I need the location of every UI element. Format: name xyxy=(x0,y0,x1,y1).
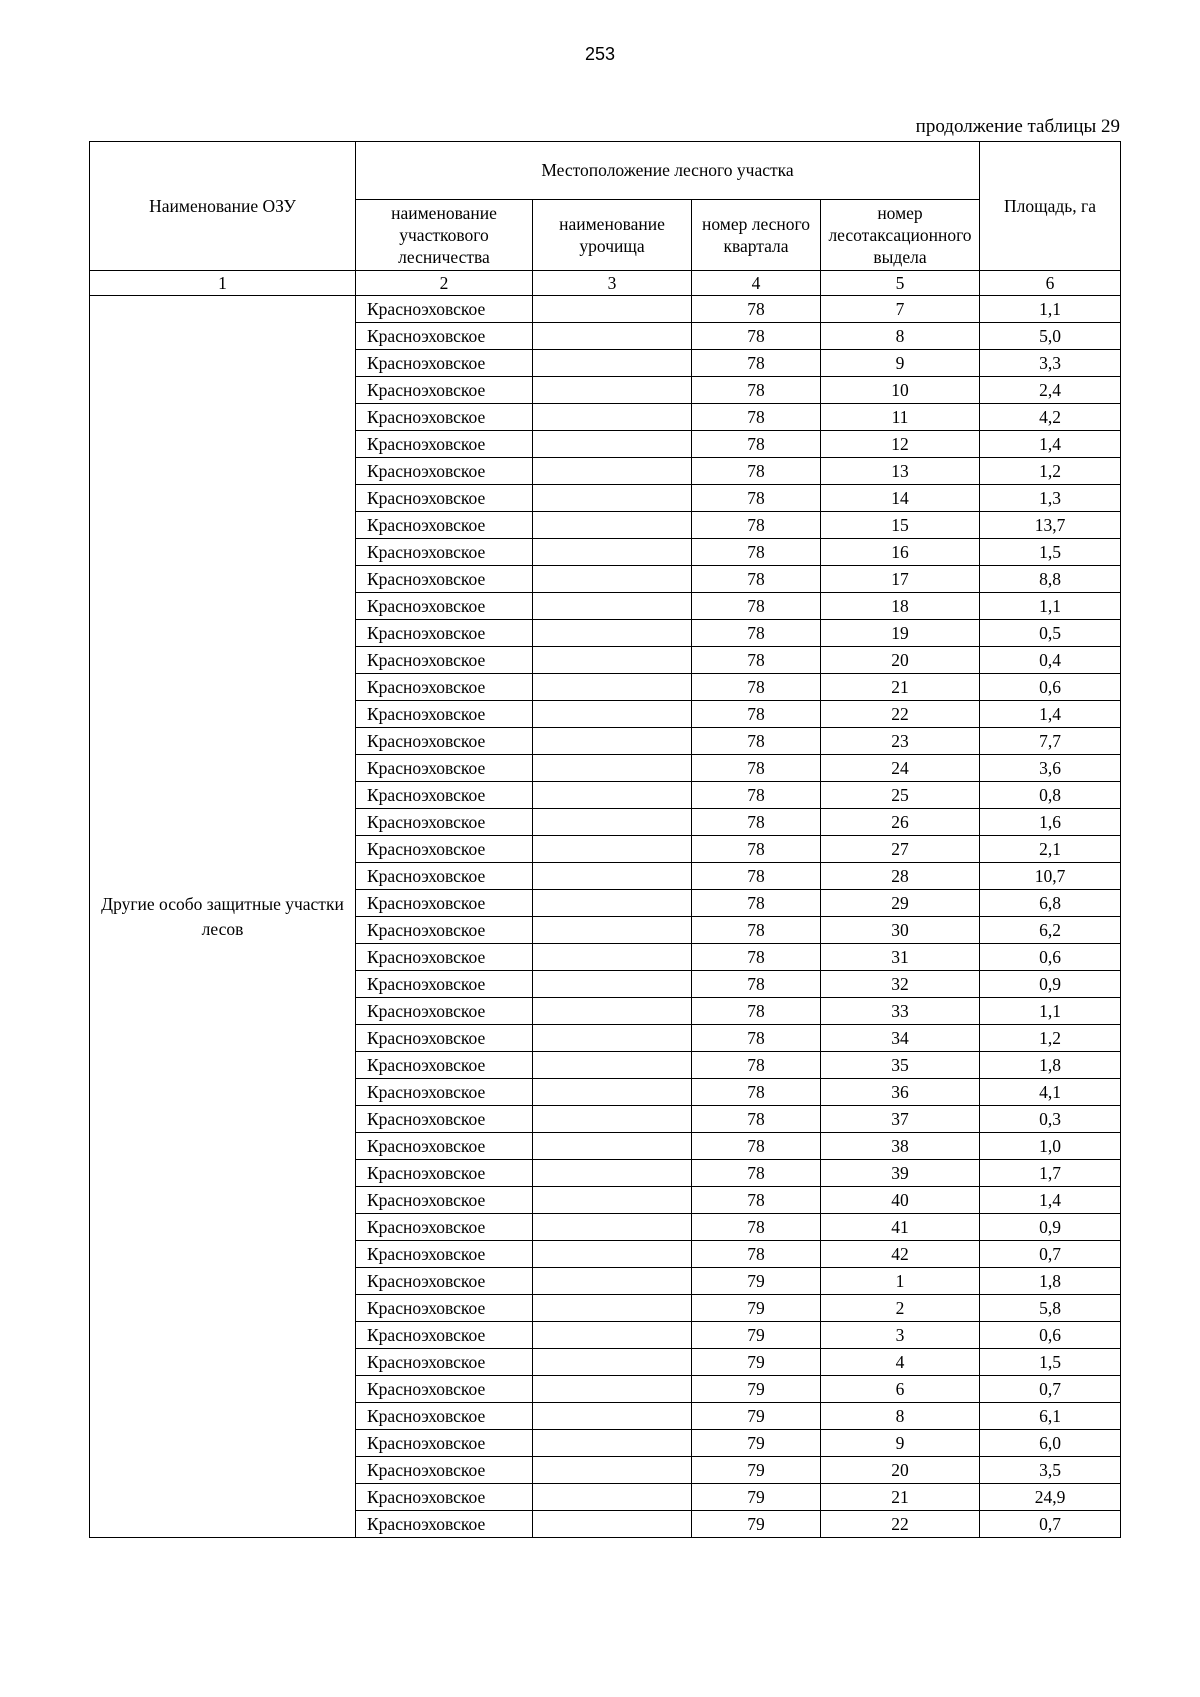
tract-cell xyxy=(533,485,692,512)
area-cell: 1,1 xyxy=(980,998,1121,1025)
header-location: Местоположение лесного участка xyxy=(356,142,980,200)
quarter-cell: 79 xyxy=(692,1268,821,1295)
tract-cell xyxy=(533,1511,692,1538)
tract-cell xyxy=(533,620,692,647)
tract-cell xyxy=(533,998,692,1025)
tract-cell xyxy=(533,971,692,998)
quarter-cell: 79 xyxy=(692,1484,821,1511)
tract-cell xyxy=(533,1349,692,1376)
quarter-cell: 78 xyxy=(692,620,821,647)
section-cell: 24 xyxy=(821,755,980,782)
quarter-cell: 78 xyxy=(692,431,821,458)
forestry-cell: Красноэховское xyxy=(356,1268,533,1295)
section-cell: 31 xyxy=(821,944,980,971)
tract-cell xyxy=(533,1322,692,1349)
section-cell: 42 xyxy=(821,1241,980,1268)
area-cell: 4,2 xyxy=(980,404,1121,431)
tract-cell xyxy=(533,863,692,890)
area-cell: 1,7 xyxy=(980,1160,1121,1187)
forestry-cell: Красноэховское xyxy=(356,1349,533,1376)
forestry-cell: Красноэховское xyxy=(356,863,533,890)
quarter-cell: 78 xyxy=(692,755,821,782)
forestry-cell: Красноэховское xyxy=(356,1376,533,1403)
area-cell: 6,1 xyxy=(980,1403,1121,1430)
tract-cell xyxy=(533,458,692,485)
tract-cell xyxy=(533,1106,692,1133)
section-cell: 27 xyxy=(821,836,980,863)
section-cell: 23 xyxy=(821,728,980,755)
area-cell: 1,2 xyxy=(980,1025,1121,1052)
forestry-cell: Красноэховское xyxy=(356,998,533,1025)
area-cell: 2,1 xyxy=(980,836,1121,863)
area-cell: 1,6 xyxy=(980,809,1121,836)
forestry-cell: Красноэховское xyxy=(356,1133,533,1160)
tract-cell xyxy=(533,1214,692,1241)
forestry-cell: Красноэховское xyxy=(356,377,533,404)
area-cell: 0,9 xyxy=(980,1214,1121,1241)
section-cell: 8 xyxy=(821,323,980,350)
header-area: Площадь, га xyxy=(980,142,1121,271)
tract-cell xyxy=(533,1457,692,1484)
area-cell: 1,5 xyxy=(980,1349,1121,1376)
tract-cell xyxy=(533,593,692,620)
forestry-cell: Красноэховское xyxy=(356,1214,533,1241)
section-cell: 9 xyxy=(821,350,980,377)
section-cell: 35 xyxy=(821,1052,980,1079)
section-cell: 19 xyxy=(821,620,980,647)
section-cell: 38 xyxy=(821,1133,980,1160)
forestry-cell: Красноэховское xyxy=(356,782,533,809)
section-cell: 14 xyxy=(821,485,980,512)
quarter-cell: 78 xyxy=(692,971,821,998)
forestry-cell: Красноэховское xyxy=(356,566,533,593)
tract-cell xyxy=(533,512,692,539)
column-number: 4 xyxy=(692,271,821,296)
tract-cell xyxy=(533,566,692,593)
quarter-cell: 78 xyxy=(692,1133,821,1160)
forest-plots-table xyxy=(89,141,1121,1538)
quarter-cell: 78 xyxy=(692,1106,821,1133)
quarter-cell: 78 xyxy=(692,863,821,890)
table-row xyxy=(90,296,1121,323)
tract-cell xyxy=(533,1187,692,1214)
tract-cell xyxy=(533,1376,692,1403)
tract-cell xyxy=(533,701,692,728)
forestry-cell: Красноэховское xyxy=(356,512,533,539)
quarter-cell: 78 xyxy=(692,323,821,350)
forestry-cell: Красноэховское xyxy=(356,296,533,323)
tract-cell xyxy=(533,917,692,944)
quarter-cell: 79 xyxy=(692,1295,821,1322)
tract-cell xyxy=(533,1241,692,1268)
area-cell: 0,7 xyxy=(980,1241,1121,1268)
area-cell: 24,9 xyxy=(980,1484,1121,1511)
area-cell: 0,3 xyxy=(980,1106,1121,1133)
tract-cell xyxy=(533,1295,692,1322)
area-cell: 5,8 xyxy=(980,1295,1121,1322)
quarter-cell: 79 xyxy=(692,1376,821,1403)
forestry-cell: Красноэховское xyxy=(356,674,533,701)
forestry-cell: Красноэховское xyxy=(356,1511,533,1538)
forestry-cell: Красноэховское xyxy=(356,1187,533,1214)
quarter-cell: 78 xyxy=(692,944,821,971)
tract-cell xyxy=(533,1268,692,1295)
tract-cell xyxy=(533,296,692,323)
quarter-cell: 78 xyxy=(692,836,821,863)
area-cell: 0,7 xyxy=(980,1376,1121,1403)
header-section: номер лесотаксационного выдела xyxy=(821,200,980,271)
forestry-cell: Красноэховское xyxy=(356,1106,533,1133)
section-cell: 25 xyxy=(821,782,980,809)
area-cell: 1,1 xyxy=(980,593,1121,620)
quarter-cell: 78 xyxy=(692,377,821,404)
quarter-cell: 78 xyxy=(692,728,821,755)
area-cell: 0,9 xyxy=(980,971,1121,998)
forestry-cell: Красноэховское xyxy=(356,1295,533,1322)
tract-cell xyxy=(533,836,692,863)
section-cell: 41 xyxy=(821,1214,980,1241)
forestry-cell: Красноэховское xyxy=(356,1484,533,1511)
quarter-cell: 79 xyxy=(692,1457,821,1484)
forestry-cell: Красноэховское xyxy=(356,971,533,998)
forestry-cell: Красноэховское xyxy=(356,1322,533,1349)
section-cell: 13 xyxy=(821,458,980,485)
tract-cell xyxy=(533,1079,692,1106)
area-cell: 0,6 xyxy=(980,674,1121,701)
forestry-cell: Красноэховское xyxy=(356,458,533,485)
section-cell: 18 xyxy=(821,593,980,620)
section-cell: 22 xyxy=(821,701,980,728)
quarter-cell: 78 xyxy=(692,647,821,674)
forestry-cell: Красноэховское xyxy=(356,1052,533,1079)
header-quarter: номер лесного квартала xyxy=(692,200,821,271)
forestry-cell: Красноэховское xyxy=(356,1079,533,1106)
forestry-cell: Красноэховское xyxy=(356,755,533,782)
column-number: 2 xyxy=(356,271,533,296)
area-cell: 3,6 xyxy=(980,755,1121,782)
forestry-cell: Красноэховское xyxy=(356,1457,533,1484)
area-cell: 0,4 xyxy=(980,647,1121,674)
forestry-cell: Красноэховское xyxy=(356,890,533,917)
forestry-cell: Красноэховское xyxy=(356,350,533,377)
quarter-cell: 78 xyxy=(692,1160,821,1187)
section-cell: 9 xyxy=(821,1430,980,1457)
forestry-cell: Красноэховское xyxy=(356,1403,533,1430)
quarter-cell: 78 xyxy=(692,485,821,512)
area-cell: 1,4 xyxy=(980,431,1121,458)
tract-cell xyxy=(533,944,692,971)
area-cell: 7,7 xyxy=(980,728,1121,755)
section-cell: 10 xyxy=(821,377,980,404)
header-forestry: наименование участкового лесничества xyxy=(356,200,533,271)
tract-cell xyxy=(533,1160,692,1187)
quarter-cell: 79 xyxy=(692,1403,821,1430)
section-cell: 32 xyxy=(821,971,980,998)
area-cell: 6,8 xyxy=(980,890,1121,917)
quarter-cell: 78 xyxy=(692,296,821,323)
tract-cell xyxy=(533,1430,692,1457)
area-cell: 13,7 xyxy=(980,512,1121,539)
quarter-cell: 78 xyxy=(692,890,821,917)
forestry-cell: Красноэховское xyxy=(356,728,533,755)
forestry-cell: Красноэховское xyxy=(356,1025,533,1052)
section-cell: 21 xyxy=(821,674,980,701)
forestry-cell: Красноэховское xyxy=(356,647,533,674)
quarter-cell: 79 xyxy=(692,1511,821,1538)
area-cell: 3,5 xyxy=(980,1457,1121,1484)
quarter-cell: 78 xyxy=(692,1025,821,1052)
tract-cell xyxy=(533,431,692,458)
tract-cell xyxy=(533,377,692,404)
quarter-cell: 78 xyxy=(692,1214,821,1241)
forestry-cell: Красноэховское xyxy=(356,404,533,431)
tract-cell xyxy=(533,728,692,755)
section-cell: 21 xyxy=(821,1484,980,1511)
area-cell: 1,8 xyxy=(980,1268,1121,1295)
column-number: 6 xyxy=(980,271,1121,296)
tract-cell xyxy=(533,809,692,836)
forestry-cell: Красноэховское xyxy=(356,539,533,566)
quarter-cell: 78 xyxy=(692,350,821,377)
quarter-cell: 78 xyxy=(692,539,821,566)
section-cell: 16 xyxy=(821,539,980,566)
tract-cell xyxy=(533,404,692,431)
header-tract: наименование урочища xyxy=(533,200,692,271)
area-cell: 2,4 xyxy=(980,377,1121,404)
tract-cell xyxy=(533,782,692,809)
section-cell: 40 xyxy=(821,1187,980,1214)
section-cell: 36 xyxy=(821,1079,980,1106)
forestry-cell: Красноэховское xyxy=(356,1160,533,1187)
area-cell: 10,7 xyxy=(980,863,1121,890)
tract-cell xyxy=(533,1025,692,1052)
section-cell: 8 xyxy=(821,1403,980,1430)
quarter-cell: 78 xyxy=(692,998,821,1025)
column-number: 3 xyxy=(533,271,692,296)
quarter-cell: 78 xyxy=(692,917,821,944)
section-cell: 2 xyxy=(821,1295,980,1322)
tract-cell xyxy=(533,1403,692,1430)
area-cell: 1,1 xyxy=(980,296,1121,323)
quarter-cell: 78 xyxy=(692,782,821,809)
section-cell: 4 xyxy=(821,1349,980,1376)
section-cell: 3 xyxy=(821,1322,980,1349)
tract-cell xyxy=(533,647,692,674)
section-cell: 22 xyxy=(821,1511,980,1538)
section-cell: 17 xyxy=(821,566,980,593)
quarter-cell: 78 xyxy=(692,1187,821,1214)
area-cell: 6,0 xyxy=(980,1430,1121,1457)
quarter-cell: 78 xyxy=(692,701,821,728)
section-cell: 26 xyxy=(821,809,980,836)
area-cell: 1,8 xyxy=(980,1052,1121,1079)
tract-cell xyxy=(533,1484,692,1511)
section-cell: 20 xyxy=(821,647,980,674)
forestry-cell: Красноэховское xyxy=(356,944,533,971)
area-cell: 0,7 xyxy=(980,1511,1121,1538)
area-cell: 0,8 xyxy=(980,782,1121,809)
quarter-cell: 78 xyxy=(692,1241,821,1268)
section-cell: 30 xyxy=(821,917,980,944)
area-cell: 5,0 xyxy=(980,323,1121,350)
section-cell: 29 xyxy=(821,890,980,917)
quarter-cell: 78 xyxy=(692,809,821,836)
area-cell: 1,4 xyxy=(980,1187,1121,1214)
quarter-cell: 78 xyxy=(692,674,821,701)
tract-cell xyxy=(533,890,692,917)
quarter-cell: 78 xyxy=(692,593,821,620)
quarter-cell: 78 xyxy=(692,512,821,539)
area-cell: 6,2 xyxy=(980,917,1121,944)
tract-cell xyxy=(533,1133,692,1160)
section-cell: 39 xyxy=(821,1160,980,1187)
header-ozu: Наименование ОЗУ xyxy=(90,142,356,271)
area-cell: 0,5 xyxy=(980,620,1121,647)
area-cell: 1,0 xyxy=(980,1133,1121,1160)
tract-cell xyxy=(533,323,692,350)
area-cell: 1,2 xyxy=(980,458,1121,485)
section-cell: 1 xyxy=(821,1268,980,1295)
tract-cell xyxy=(533,350,692,377)
tract-cell xyxy=(533,755,692,782)
quarter-cell: 79 xyxy=(692,1349,821,1376)
quarter-cell: 79 xyxy=(692,1430,821,1457)
tract-cell xyxy=(533,674,692,701)
forestry-cell: Красноэховское xyxy=(356,836,533,863)
section-cell: 20 xyxy=(821,1457,980,1484)
section-cell: 37 xyxy=(821,1106,980,1133)
forestry-cell: Красноэховское xyxy=(356,485,533,512)
area-cell: 1,4 xyxy=(980,701,1121,728)
quarter-cell: 78 xyxy=(692,458,821,485)
section-cell: 6 xyxy=(821,1376,980,1403)
forestry-cell: Красноэховское xyxy=(356,809,533,836)
section-cell: 7 xyxy=(821,296,980,323)
area-cell: 8,8 xyxy=(980,566,1121,593)
forestry-cell: Красноэховское xyxy=(356,1430,533,1457)
quarter-cell: 78 xyxy=(692,1079,821,1106)
table-continuation-label: продолжение таблицы 29 xyxy=(915,116,1120,137)
ozu-name-cell: Другие особо защитные участки лесов xyxy=(90,296,356,1538)
forestry-cell: Красноэховское xyxy=(356,1241,533,1268)
forestry-cell: Красноэховское xyxy=(356,917,533,944)
quarter-cell: 78 xyxy=(692,1052,821,1079)
section-cell: 33 xyxy=(821,998,980,1025)
quarter-cell: 78 xyxy=(692,404,821,431)
section-cell: 34 xyxy=(821,1025,980,1052)
forestry-cell: Красноэховское xyxy=(356,431,533,458)
area-cell: 1,5 xyxy=(980,539,1121,566)
section-cell: 15 xyxy=(821,512,980,539)
forestry-cell: Красноэховское xyxy=(356,701,533,728)
area-cell: 0,6 xyxy=(980,944,1121,971)
table-body xyxy=(90,296,1121,1538)
forestry-cell: Красноэховское xyxy=(356,620,533,647)
forestry-cell: Красноэховское xyxy=(356,593,533,620)
area-cell: 1,3 xyxy=(980,485,1121,512)
forestry-cell: Красноэховское xyxy=(356,323,533,350)
page-number: 253 xyxy=(584,44,616,64)
tract-cell xyxy=(533,1052,692,1079)
column-number: 5 xyxy=(821,271,980,296)
area-cell: 3,3 xyxy=(980,350,1121,377)
column-number: 1 xyxy=(90,271,356,296)
area-cell: 4,1 xyxy=(980,1079,1121,1106)
section-cell: 28 xyxy=(821,863,980,890)
quarter-cell: 79 xyxy=(692,1322,821,1349)
section-cell: 12 xyxy=(821,431,980,458)
tract-cell xyxy=(533,539,692,566)
section-cell: 11 xyxy=(821,404,980,431)
quarter-cell: 78 xyxy=(692,566,821,593)
area-cell: 0,6 xyxy=(980,1322,1121,1349)
